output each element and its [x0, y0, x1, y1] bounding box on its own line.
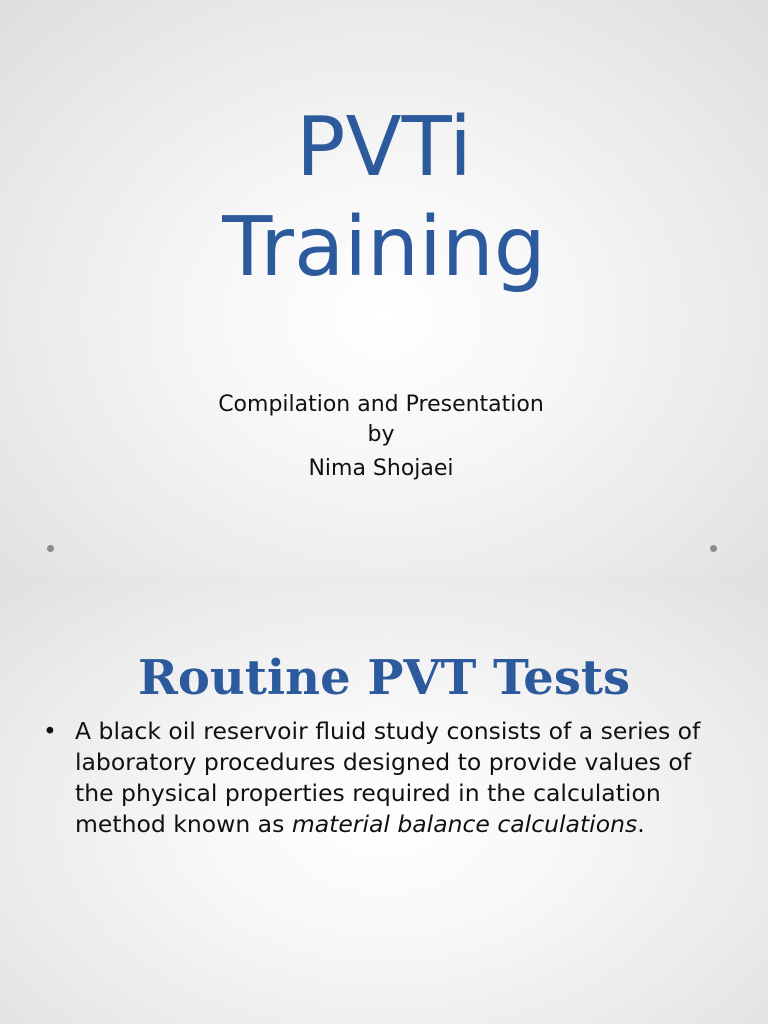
right-dot-marker	[710, 545, 717, 552]
title-line-2: Training	[222, 200, 546, 295]
bullet-item	[43, 716, 733, 840]
bullet-text: A black oil reservoir fluid study consists of a series of laboratory procedures designed to provide values of the physical properties required in the calculation method known as	[75, 717, 701, 838]
slide-subtitle	[0, 390, 762, 484]
slide-heading: Routine PVT Tests	[137, 650, 631, 706]
subtitle-line-2: by	[367, 422, 395, 447]
content-slide	[0, 576, 768, 1024]
bullet-list	[43, 716, 733, 840]
bullet-text-end: .	[637, 810, 645, 838]
left-dot-marker	[47, 545, 54, 552]
title-line-1: PVTi	[296, 100, 472, 195]
bullet-marker: •	[43, 717, 57, 745]
bullet-text-italic: material balance calculations	[291, 810, 638, 838]
subtitle-line-1: Compilation and Presentation	[218, 392, 544, 417]
author-name: Nima Shojaei	[308, 456, 454, 481]
slide-title	[0, 98, 768, 298]
